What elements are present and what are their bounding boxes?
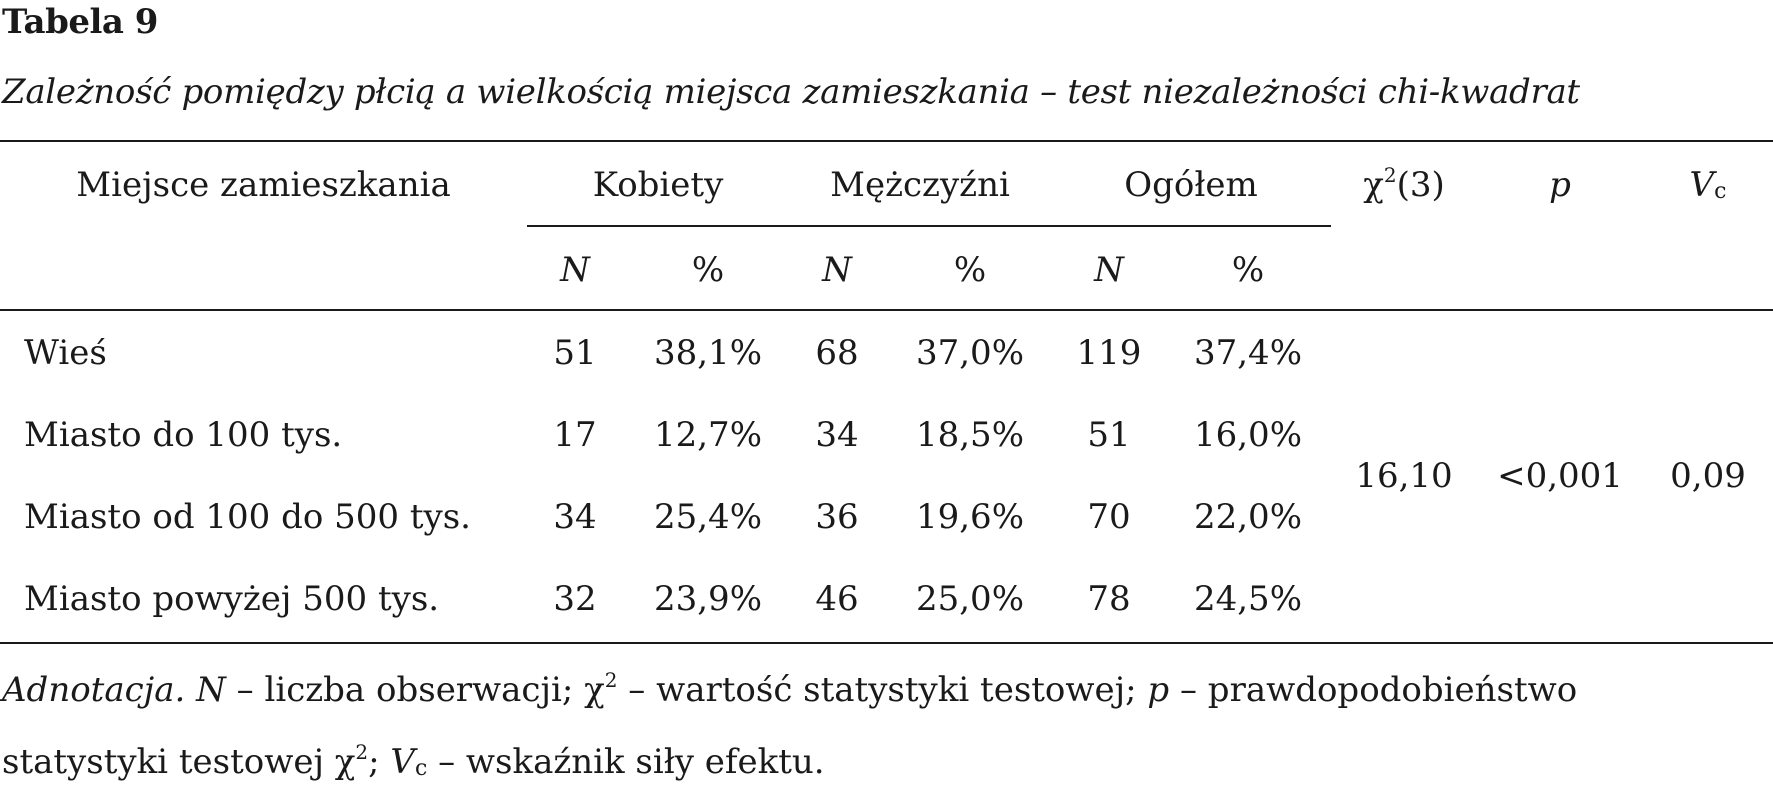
header-men-n: N (822, 250, 852, 290)
stat-p-value: <0,001 (1497, 456, 1623, 496)
table-note-line-2 (2, 740, 825, 784)
chi-superscript: 2 (1383, 163, 1397, 187)
header-total-pct: % (1231, 250, 1265, 290)
row-men-pct: 25,0% (915, 579, 1024, 619)
header-p: p (1549, 165, 1571, 205)
table-label: Tabela 9 (2, 2, 158, 42)
chi-df: (3) (1396, 165, 1445, 205)
note-chi2-symbol: χ (334, 742, 356, 782)
row-women-n: 51 (553, 333, 597, 373)
row-total-n: 70 (1087, 497, 1131, 537)
table-title: Zależność pomiędzy płcią a wielkością miejsca zamieszkania – test niezależności chi-kwadrat (2, 72, 1580, 112)
note-chi-sup: 2 (604, 668, 618, 692)
header-total: Ogółem (1124, 165, 1258, 205)
note-n-symbol: N (196, 670, 226, 710)
note-chi-desc: – wartość statystyki testowej; (617, 670, 1148, 710)
note-n-desc: – liczba obserwacji; (225, 670, 585, 710)
row-men-n: 34 (815, 415, 859, 455)
row-men-n: 36 (815, 497, 859, 537)
row-total-pct: 16,0% (1193, 415, 1302, 455)
row-total-pct: 24,5% (1193, 579, 1302, 619)
row-total-n: 78 (1087, 579, 1131, 619)
header-women: Kobiety (592, 165, 724, 205)
row-women-pct: 12,7% (653, 415, 762, 455)
header-v (1643, 163, 1773, 207)
chi-symbol: χ (1363, 165, 1384, 205)
note-p-desc: – prawdopodobieństwo (1169, 670, 1578, 710)
row-place: Miasto do 100 tys. (24, 415, 343, 455)
note-line2-start: statystyki testowej (2, 742, 335, 782)
stat-chi2-value: 16,10 (1355, 456, 1453, 496)
group-rule (527, 225, 1331, 227)
header-bottom-rule (0, 309, 1773, 311)
header-men-pct: % (953, 250, 987, 290)
header-total-n: N (1094, 250, 1124, 290)
row-women-n: 34 (553, 497, 597, 537)
row-men-pct: 19,6% (915, 497, 1024, 537)
row-total-pct: 37,4% (1193, 333, 1302, 373)
header-place: Miejsce zamieszkania (76, 165, 451, 205)
row-men-pct: 37,0% (915, 333, 1024, 373)
note-v-desc: – wskaźnik siły efektu. (427, 742, 825, 782)
header-men: Mężczyźni (830, 165, 1010, 205)
header-chi2 (1331, 163, 1477, 207)
row-women-pct: 23,9% (653, 579, 762, 619)
row-place: Miasto od 100 do 500 tys. (24, 497, 471, 537)
row-women-pct: 38,1% (653, 333, 762, 373)
bottom-rule (0, 642, 1773, 644)
row-men-n: 46 (815, 579, 859, 619)
note-v-sub: c (414, 756, 428, 781)
table-note-line-1 (2, 668, 1577, 712)
row-women-n: 32 (553, 579, 597, 619)
v-symbol: V (1689, 165, 1715, 205)
note-adnotacja: Adnotacja. (2, 670, 186, 710)
row-total-pct: 22,0% (1193, 497, 1302, 537)
row-women-n: 17 (553, 415, 597, 455)
note-chi2-sup: 2 (355, 740, 369, 764)
row-men-n: 68 (815, 333, 859, 373)
row-total-n: 51 (1087, 415, 1131, 455)
header-women-pct: % (691, 250, 725, 290)
stat-v-value: 0,09 (1670, 456, 1746, 496)
note-chi-symbol: χ (584, 670, 605, 710)
row-men-pct: 18,5% (915, 415, 1024, 455)
row-total-n: 119 (1076, 333, 1142, 373)
row-place: Miasto powyżej 500 tys. (24, 579, 440, 619)
note-semicolon: ; (368, 742, 391, 782)
v-subscript: c (1714, 179, 1727, 204)
row-women-pct: 25,4% (653, 497, 762, 537)
note-p-symbol: p (1147, 670, 1170, 710)
header-women-n: N (560, 250, 590, 290)
top-rule (0, 140, 1773, 142)
row-place: Wieś (24, 333, 107, 373)
note-v-symbol: V (390, 742, 415, 782)
